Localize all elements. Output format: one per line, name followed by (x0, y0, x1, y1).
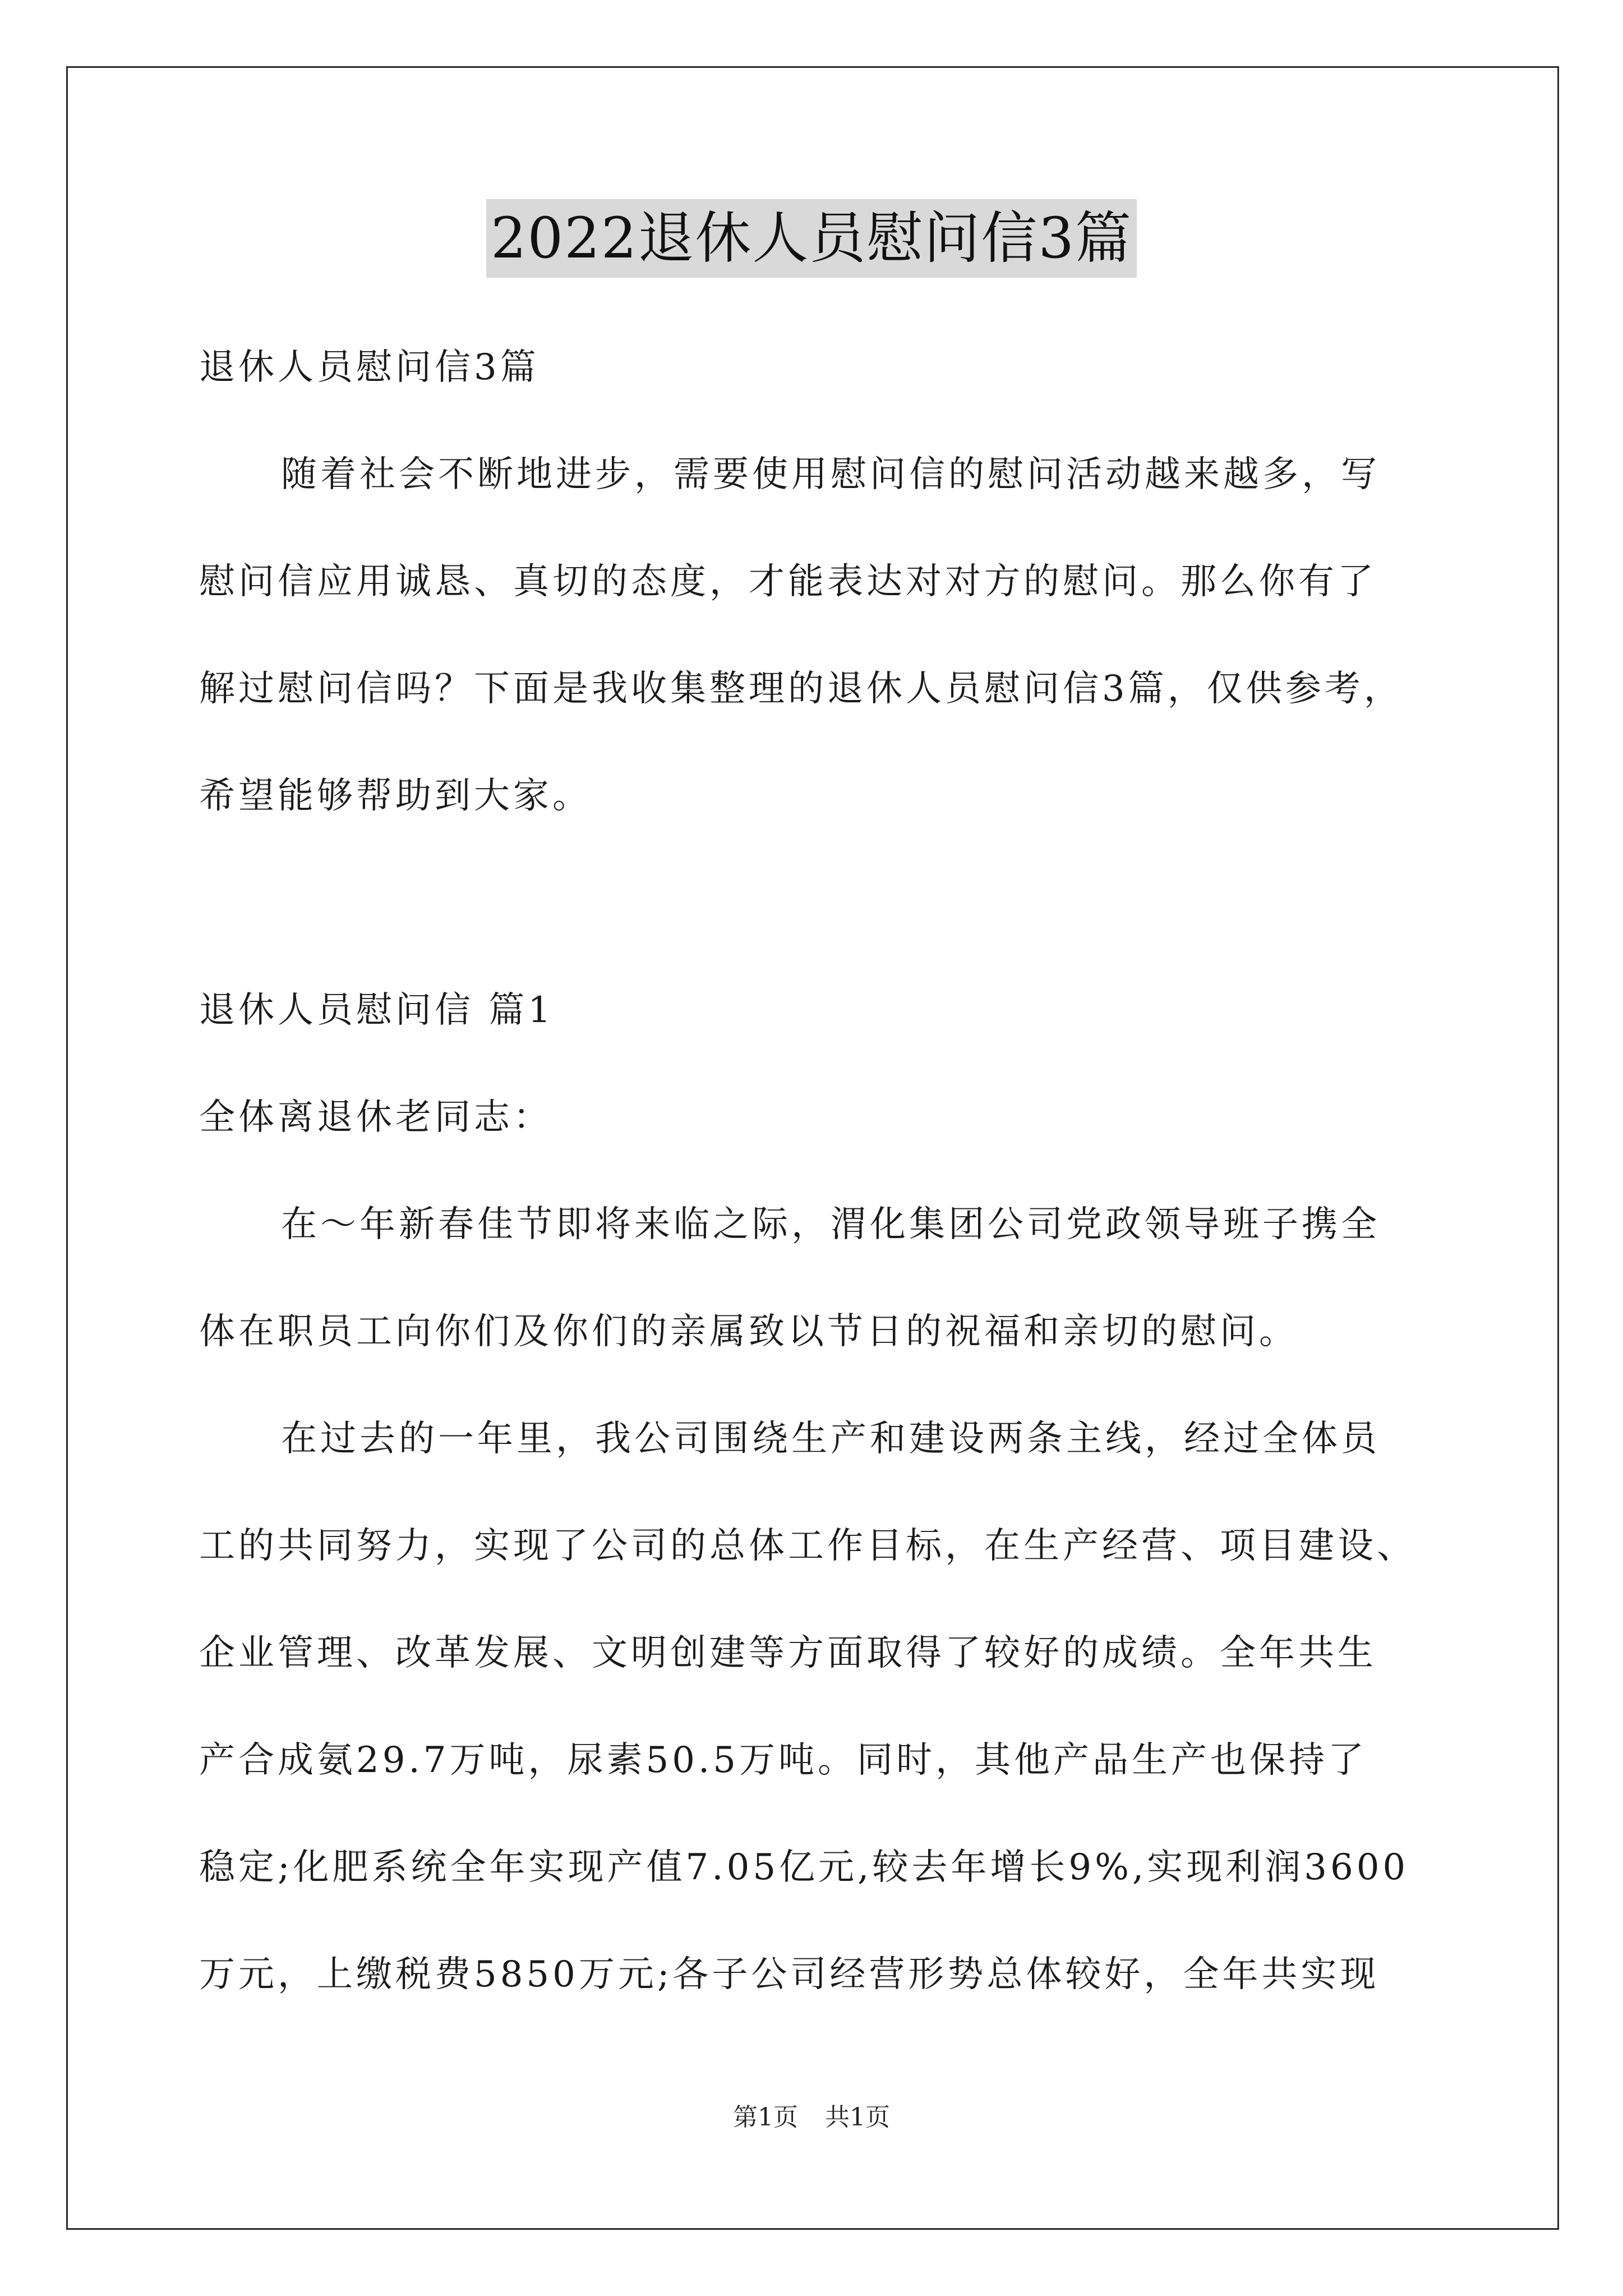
body-line: 工的共同努力，实现了公司的总体工作目标，在生产经营、项目建设、 (199, 1525, 1416, 1567)
body-line: 在～年新春佳节即将来临之际，渭化集团公司党政领导班子携全 (281, 1204, 1380, 1245)
document-body (199, 314, 1483, 2028)
body-line: 在过去的一年里，我公司围绕生产和建设两条主线，经过全体员 (281, 1418, 1380, 1460)
title-container (0, 199, 1623, 278)
page-total: 共1页 (825, 2103, 890, 2132)
body-line: 产合成氨29.7万吨，尿素50.5万吨。同时，其他产品生产也保持了 (199, 1740, 1367, 1781)
body-line: 退休人员慰问信3篇 (199, 347, 540, 388)
body-line: 企业管理、改革发展、文明创建等方面取得了较好的成绩。全年共生 (199, 1632, 1377, 1674)
body-line: 全体离退休老同志： (199, 1097, 552, 1138)
body-line: 慰问信应用诚恳、真切的态度，才能表达对对方的慰问。那么你有了 (199, 561, 1377, 602)
body-line: 希望能够帮助到大家。 (199, 775, 592, 817)
blank-line (199, 850, 1483, 957)
document-title: 2022退休人员慰问信3篇 (486, 199, 1137, 278)
body-line: 退休人员慰问信 篇1 (199, 990, 555, 1031)
body-line: 稳定;化肥系统全年实现产值7.05亿元,较去年增长9%,实现利润3600 (199, 1847, 1409, 1888)
page-footer (0, 2101, 1623, 2134)
body-line: 解过慰问信吗？下面是我收集整理的退休人员慰问信3篇，仅供参考， (199, 668, 1403, 710)
body-line: 体在职员工向你们及你们的亲属致以节日的祝福和亲切的慰问。 (199, 1311, 1298, 1352)
page-number: 第1页 (733, 2103, 798, 2132)
body-line: 随着社会不断地进步，需要使用慰问信的慰问活动越来越多，写 (281, 454, 1380, 495)
body-line: 万元，上缴税费5850万元;各子公司经营形势总体较好，全年共实现 (199, 1954, 1380, 1995)
